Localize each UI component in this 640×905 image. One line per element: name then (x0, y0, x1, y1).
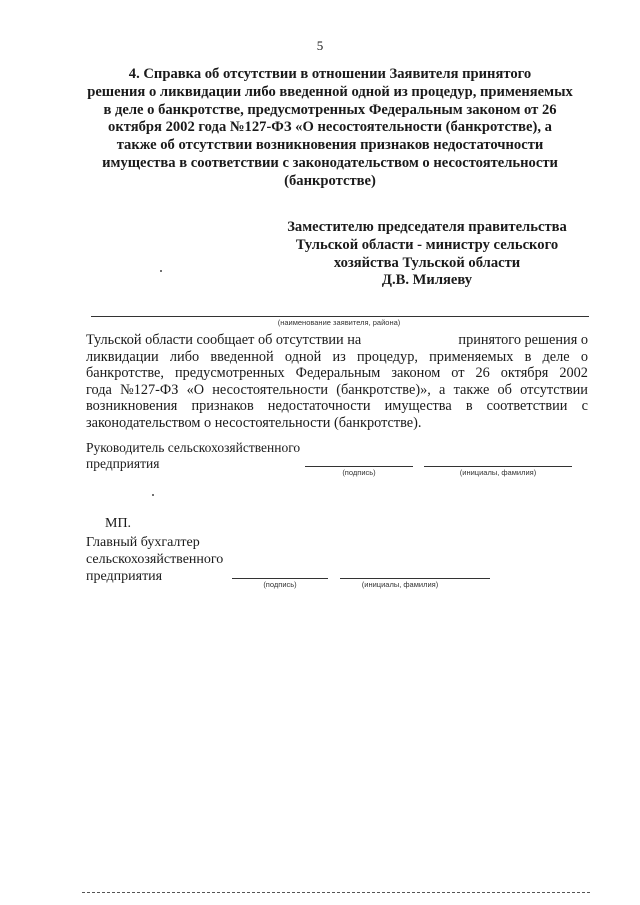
head-role-line1: Руководитель сельскохозяйственного (86, 440, 301, 455)
heading-line: октября 2002 года №127-ФЗ «О несостоятельности (банкротстве), а (108, 119, 552, 136)
addressee-line: хозяйства Тульской области (333, 254, 521, 271)
body-line (86, 415, 588, 432)
body-word: о (580, 348, 588, 365)
accountant-initials-caption: (инициалы, фамилия) (361, 580, 439, 589)
body-word: Тульской области сообщает об отсутствии на (86, 332, 362, 348)
body-word: соответствии (486, 398, 568, 415)
heading-line: решения о ликвидации либо введенной одной из процедур, применяемых (87, 83, 573, 100)
body-word: от (451, 365, 465, 382)
body-word: применяемых (429, 348, 514, 365)
head-initials-caption: (инициалы, фамилия) (459, 468, 537, 477)
page-number: 5 (316, 38, 324, 53)
body-word: об (497, 381, 512, 398)
body-line (86, 382, 588, 399)
addressee-line: Д.В. Миляеву (381, 272, 473, 289)
body-word: возникновения (86, 398, 178, 415)
heading-line: в деле о банкротстве, предусмотренных Федеральным законом от 26 (103, 101, 557, 118)
heading-line: 4. Справка об отсутствии в отношении Заявителя принятого (128, 66, 532, 82)
body-word: признаков (191, 398, 254, 415)
body-word: предусмотренных (174, 365, 285, 382)
addressee-line: Заместителю председателя правительства (287, 219, 567, 235)
addressee-line: Тульской области - министру сельского (295, 236, 559, 253)
head-initials-line (424, 466, 572, 467)
body-word: с (581, 398, 588, 415)
document-heading (80, 66, 580, 191)
body-word: либо (169, 348, 200, 365)
body-word: 26 (475, 365, 490, 382)
heading-line: также об отсутствии возникновения признаков недостаточности (116, 137, 544, 154)
body-word: также (453, 381, 490, 398)
body-word: №127-ФЗ (120, 381, 179, 398)
body-word: «О (186, 381, 205, 398)
footer-scan-line (82, 892, 590, 893)
body-word: в (524, 348, 532, 365)
body-line (86, 332, 588, 349)
body-word: деле (542, 348, 570, 365)
accountant-role-line3: предприятия (86, 569, 163, 584)
body-word: а (439, 381, 446, 398)
body-line (86, 349, 588, 366)
body-word: из (332, 348, 346, 365)
body-word: банкротстве, (86, 365, 164, 382)
heading-line: (банкротстве) (284, 172, 376, 189)
body-line (86, 398, 588, 415)
body-word: принятого решения о (458, 332, 588, 348)
applicant-name-line (91, 316, 589, 317)
accountant-signature-line (232, 578, 328, 579)
addressee-block (262, 219, 592, 290)
body-word: Федеральным (295, 365, 381, 382)
body-word: отсутствии (520, 381, 588, 398)
head-signature-caption: (подпись) (342, 468, 376, 477)
heading-line: имущества в соответствии с законодательством о несостоятельности (102, 154, 558, 171)
body-line (86, 365, 588, 382)
body-word: имущества (384, 398, 452, 415)
body-word: 2002 (559, 365, 588, 382)
accountant-signature-caption: (подпись) (263, 580, 297, 589)
head-role-line2: предприятия (86, 456, 160, 471)
accountant-role-line2: сельскохозяйственного (86, 552, 224, 567)
scan-speck (160, 270, 162, 272)
body-word: октября (500, 365, 549, 382)
applicant-caption: (наименование заявителя, района) (277, 318, 401, 327)
body-word: одной (284, 348, 322, 365)
body-word: законом (391, 365, 441, 382)
head-signature-line (305, 466, 413, 467)
body-word: законодательством о несостоятельности (банкротстве). (86, 414, 422, 431)
body-word: несостоятельности (212, 381, 328, 398)
scan-speck (152, 494, 154, 496)
body-word: введенной (210, 348, 274, 365)
accountant-initials-line (340, 578, 490, 579)
body-word: в (465, 398, 473, 415)
body-word: ликвидации (86, 348, 159, 365)
body-word: (банкротстве)», (336, 381, 431, 398)
accountant-role-line1: Главный бухгалтер (86, 535, 200, 550)
body-word: процедур, (357, 348, 418, 365)
body-word: недостаточности (267, 398, 371, 415)
statement-body (86, 332, 588, 432)
stamp-label: МП. (105, 516, 132, 531)
body-word: года (86, 381, 112, 398)
